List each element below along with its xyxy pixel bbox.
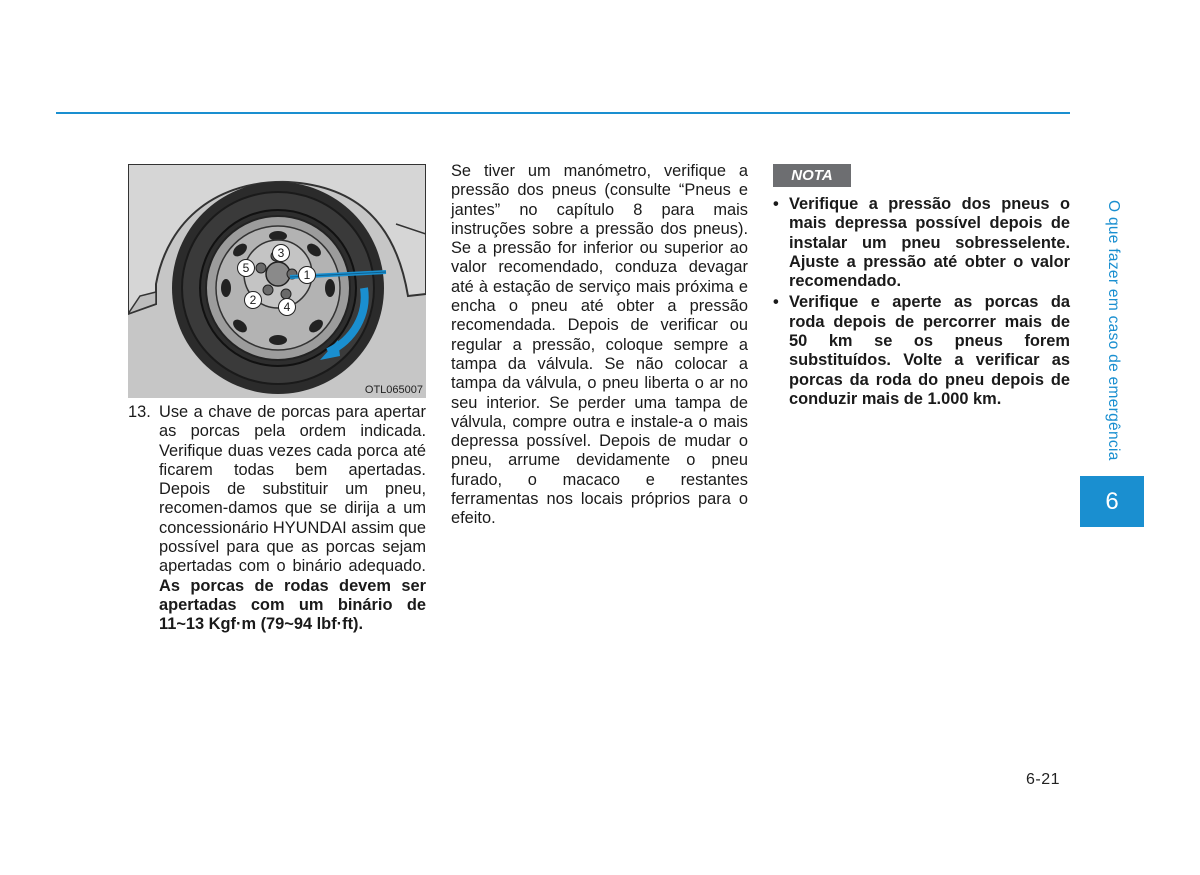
note-label: NOTA <box>773 164 851 187</box>
step-text <box>159 403 426 635</box>
tire-pressure-paragraph: Se tiver um manómetro, verifique a pressão dos pneus (consulte “Pneus e jantes” no capítulo 8 para mais instruções sobre a pressão dos pneus). Se a pressão for inferior ou superior ao valor recomendado, conduza devagar até à estação de serviço mais próxima e encha o pneu até obter a pressão recomendada. Depois de verificar ou regular a pressão, coloque sempre a tampa da válvula. Se não colocar a tampa da válvula, o pneu liberta o ar no seu interior. Se perder uma tampa de válvula, compre outra e instale-a o mais depressa possível. Depois de mudar o pneu, arrume devidamente o pneu furado, o macaco e restantes ferramentas nos locais próprios para o efeito. <box>451 162 748 528</box>
lug-number-4: 4 <box>278 298 296 316</box>
step-text-regular: Use a chave de porcas para apertar as porcas pela ordem indicada. Verifique duas vezes cada porca até ficarem todas bem apertadas. Depois de substituir um pneu, recomen-damos que se dirija a um concessionário HYUNDAI assim que possível para que as porcas sejam apertadas com o binário adequado. <box>159 403 426 576</box>
note-bullet-text: Verifique a pressão dos pneus o mais depressa possível depois de instalar um pneu sobresselente. Ajuste a pressão até obter o valor recomendado. <box>789 195 1070 291</box>
wheel-illustration <box>128 164 426 398</box>
lug-number-2: 2 <box>244 291 262 309</box>
step-text-bold: As porcas de rodas devem ser apertadas com um binário de 11~13 Kgf·m (79~94 lbf·ft). <box>159 576 426 634</box>
note-bullet-item <box>773 293 1070 409</box>
note-bullets <box>773 195 1070 411</box>
lug-number-1: 1 <box>298 266 316 284</box>
figure-caption: OTL065007 <box>364 384 423 396</box>
chapter-side-title: O que fazer em caso de emergência <box>1105 200 1122 461</box>
note-bullet-text: Verifique e aperte as porcas da roda depois de percorrer mais de 50 km se os pneus forem substituídos. Volte a verificar as porcas da roda do pneu depois de conduzir mais de 1.000 km. <box>789 293 1070 408</box>
lug-number-3: 3 <box>272 244 290 262</box>
header-rule <box>56 112 1070 114</box>
step-number: 13. <box>128 403 151 421</box>
chapter-tab: 6 <box>1080 476 1144 527</box>
lug-number-labels <box>128 164 426 398</box>
step-13 <box>128 403 426 635</box>
bullet-icon: • <box>773 293 779 312</box>
lug-number-5: 5 <box>237 259 255 277</box>
bullet-icon: • <box>773 195 779 213</box>
page-number: 6-21 <box>1026 771 1061 788</box>
note-bullet-item <box>773 195 1070 291</box>
